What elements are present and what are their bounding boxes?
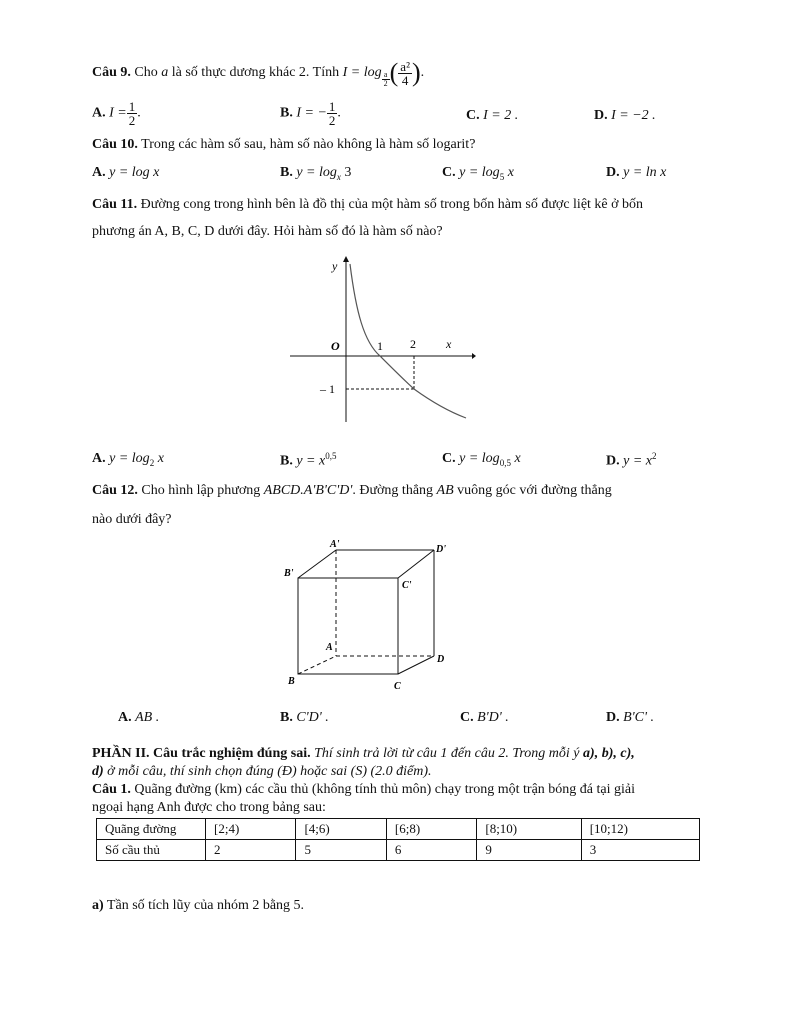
q11-option-c[interactable]: C. $y = \log_{0,5} x$: [442, 451, 521, 468]
q9-number: 2: [298, 65, 306, 81]
table-count-cell: 6: [386, 840, 476, 861]
table-row: [97, 819, 700, 840]
part2-q1-text: Quãng đường (km) các cầu thủ (không tính thủ môn) chạy trong một trận bóng đá tại giải: [134, 782, 636, 797]
q9-option-d[interactable]: D. I = −2 .: [594, 108, 656, 123]
cube-edge: [298, 550, 336, 578]
q11-option-a[interactable]: A. $y = \log_2 x$: [92, 451, 164, 468]
q10-label: Câu 10.: [92, 137, 138, 152]
q11-option-b[interactable]: B. $y = x^{0,5}$: [280, 451, 337, 469]
part2-instructions: ở mỗi câu, thí sinh chọn đúng (Đ) hoặc sai (S) (2.0 điểm).: [107, 764, 432, 779]
vertex-label-d1: D': [436, 544, 446, 555]
q9-paren: (: [389, 58, 399, 87]
vertex-label-c1: C': [402, 580, 412, 591]
q10-text: Trong các hàm số sau, hàm số nào không là hàm số logarit?: [141, 137, 476, 152]
q12-option-a[interactable]: A. AB .: [118, 710, 160, 725]
vertex-label-b: B: [288, 676, 295, 687]
table-count-cell: 2: [206, 840, 296, 861]
q11-label: Câu 11.: [92, 197, 138, 212]
q11-stem-line1: [92, 197, 643, 213]
x-axis-label: x: [446, 337, 452, 351]
tick-label-1: 1: [377, 339, 383, 353]
q12-option-b[interactable]: B. C'D' .: [280, 710, 329, 725]
vertex-label-a: A: [326, 642, 333, 653]
q12-stem-line2: [92, 512, 172, 528]
q9-text: Cho: [134, 65, 158, 81]
q9-stem: Câu 9. Cho a là số thực dương khác 2. Tính I = log $\frac{a}{2}$ ( $\frac{\text{a²}}{4}$ ).: [92, 58, 425, 89]
part2-q1-line1: [92, 782, 635, 798]
q12-stem-line1: [92, 483, 612, 499]
q9-option-c[interactable]: C. I = 2 .: [466, 108, 519, 123]
part2-instructions: Thí sinh trả lời từ câu 1 đến câu 2. Trong mỗi ý: [314, 746, 580, 761]
origin-label: O: [331, 339, 340, 353]
y-axis-arrow-icon: [343, 256, 349, 262]
q11-graph: [290, 252, 476, 424]
cube-hidden-edge: [298, 656, 336, 674]
tick-label-neg1: – 1: [320, 382, 335, 396]
q9-log-base: $\frac{a}{2}$: [383, 70, 388, 89]
x-axis-arrow-icon: [472, 353, 476, 359]
q9-var: a: [161, 65, 169, 81]
q9-log-arg: $\frac{\text{a²}}{4}$: [400, 58, 410, 88]
table-count-cell: 5: [296, 840, 386, 861]
vertex-label-d: D: [437, 654, 445, 665]
table-count-cell: 9: [477, 840, 581, 861]
q12-line-ab: AB: [436, 483, 454, 498]
q12-text: nào dưới đây?: [92, 512, 172, 527]
table-interval-cell: [6;8): [386, 819, 476, 840]
part2-items: a), b), c),: [583, 746, 635, 761]
part2-item-a[interactable]: [92, 898, 304, 914]
q12-cube-figure: [280, 538, 460, 694]
part2-q1-line2: [92, 800, 326, 816]
q9-option-b[interactable]: B. I = − $\frac{1}{2}$ .: [280, 99, 341, 128]
q10-option-c[interactable]: C. $y = \log_5 x$: [442, 165, 514, 182]
q9-option-a[interactable]: A. I = $\frac{1}{2}$ .: [92, 99, 141, 128]
distance-frequency-table: [96, 818, 700, 861]
part2-q1-text: ngoại hạng Anh được cho trong bảng sau:: [92, 800, 326, 815]
q9-expression: I = log: [342, 65, 382, 81]
table-header-cell: Quãng đường: [97, 819, 206, 840]
table-interval-cell: [4;6): [296, 819, 386, 840]
part2-title: PHẦN II. Câu trắc nghiệm đúng sai.: [92, 746, 311, 761]
q9-label: Câu 9.: [92, 65, 131, 81]
q12-option-d[interactable]: D. B'C' .: [606, 710, 655, 725]
q10-stem: [92, 137, 475, 153]
table-row-label-cell: Số cầu thủ: [97, 840, 206, 861]
part2-q1-label: Câu 1.: [92, 782, 131, 797]
vertex-label-c: C: [394, 681, 401, 692]
q12-option-c[interactable]: C. B'D' .: [460, 710, 509, 725]
q9-paren: ): [411, 58, 421, 87]
cube-front-face: [298, 578, 398, 674]
part2-heading: [92, 746, 635, 762]
table-interval-cell: [2;4): [206, 819, 296, 840]
q12-text: . Đường thẳng: [352, 483, 434, 498]
q12-text: vuông góc với đường thẳng: [457, 483, 612, 498]
q10-option-d[interactable]: D. y = ln x: [606, 165, 667, 180]
q12-cube-name: ABCD.A'B'C'D': [263, 483, 353, 498]
table-interval-cell: [8;10): [477, 819, 581, 840]
cube-edge: [398, 656, 434, 674]
q11-text: phương án A, B, C, D dưới đây. Hỏi hàm số đó là hàm số nào?: [92, 224, 443, 239]
q11-text: Đường cong trong hình bên là đồ thị của một hàm số trong bốn hàm số được liệt kê ở bốn: [140, 197, 644, 212]
part2-instructions-line2: [92, 764, 432, 780]
y-axis-label: y: [332, 259, 338, 273]
cube-edge: [398, 550, 434, 578]
q11-option-d[interactable]: D. $y = x^2$: [606, 451, 657, 469]
q10-option-a[interactable]: A. y = log x: [92, 165, 160, 180]
vertex-label-b1: B': [284, 568, 294, 579]
tick-label-2: 2: [410, 337, 416, 351]
q11-stem-line2: [92, 224, 443, 240]
table-count-cell: 3: [581, 840, 699, 861]
q10-option-b[interactable]: B. $y = \log_x 3$: [280, 165, 352, 182]
part2-items: d): [92, 764, 104, 779]
table-row: [97, 840, 700, 861]
q12-text: Cho hình lập phương: [141, 483, 261, 498]
item-a-label: a): [92, 898, 104, 913]
vertex-label-a1: A': [330, 539, 340, 550]
q12-label: Câu 12.: [92, 483, 138, 498]
q9-text: . Tính: [305, 65, 340, 81]
table-interval-cell: [10;12): [581, 819, 699, 840]
q9-text: là số thực dương khác: [171, 65, 296, 81]
item-a-text: Tần số tích lũy của nhóm 2 bằng 5.: [106, 898, 305, 913]
